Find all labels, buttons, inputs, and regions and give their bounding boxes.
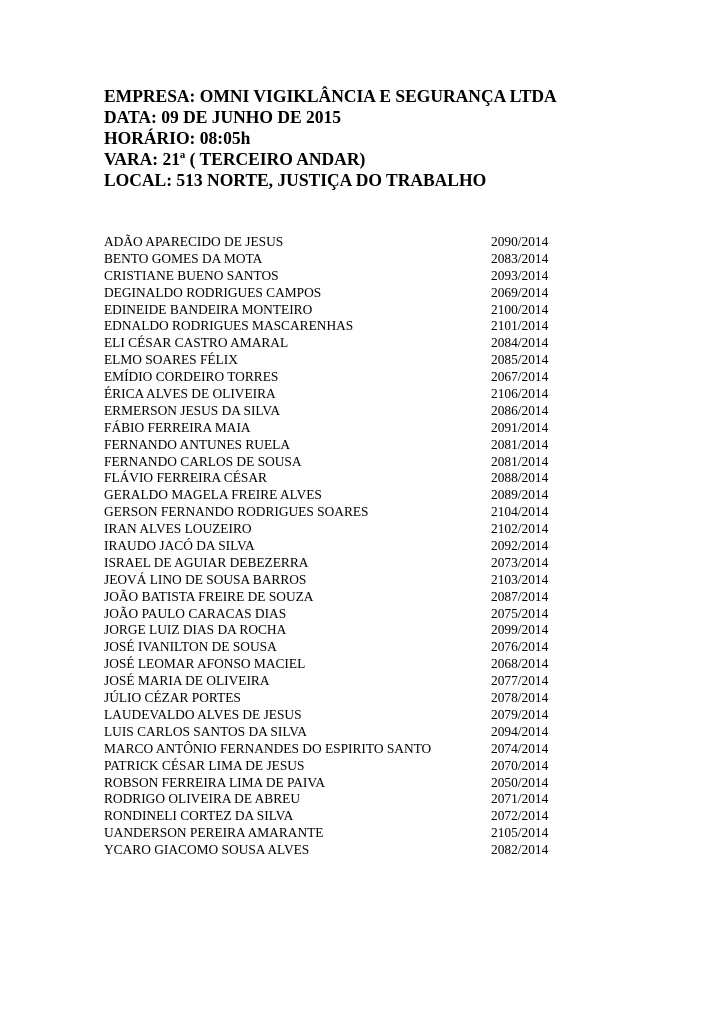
list-item xyxy=(104,386,564,403)
location-line: LOCAL: 513 NORTE, JUSTIÇA DO TRABALHO xyxy=(104,170,487,190)
person-name: JOSÉ LEOMAR AFONSO MACIEL xyxy=(104,656,306,672)
list-item xyxy=(104,724,564,741)
court-line: VARA: 21ª ( TERCEIRO ANDAR) xyxy=(104,149,366,169)
list-item xyxy=(104,369,564,386)
process-number: 2079/2014 xyxy=(491,706,549,722)
person-name: JOSÉ IVANILTON DE SOUSA xyxy=(104,639,277,655)
list-item xyxy=(104,504,564,521)
process-number: 2085/2014 xyxy=(491,352,549,368)
person-name: GERALDO MAGELA FREIRE ALVES xyxy=(104,487,322,503)
person-name: JORGE LUIZ DIAS DA ROCHA xyxy=(104,622,287,638)
process-number: 2078/2014 xyxy=(491,690,549,706)
process-number: 2094/2014 xyxy=(491,723,549,739)
person-name: RONDINELI CORTEZ DA SILVA xyxy=(104,808,294,824)
list-item xyxy=(104,589,564,606)
list-item xyxy=(104,606,564,623)
date-line: DATA: 09 DE JUNHO DE 2015 xyxy=(104,107,342,127)
process-number: 2068/2014 xyxy=(491,656,549,672)
person-name: DEGINALDO RODRIGUES CAMPOS xyxy=(104,284,322,300)
list-item xyxy=(104,487,564,504)
list-item xyxy=(104,673,564,690)
process-number: 2069/2014 xyxy=(491,284,549,300)
process-number: 2071/2014 xyxy=(491,791,549,807)
list-item xyxy=(104,775,564,792)
person-name: ELI CÉSAR CASTRO AMARAL xyxy=(104,335,289,351)
person-name: JOÃO BATISTA FREIRE DE SOUZA xyxy=(104,588,314,604)
list-item xyxy=(104,572,564,589)
company-line: EMPRESA: OMNI VIGIKLÂNCIA E SEGURANÇA LTDA xyxy=(104,86,557,106)
process-number: 2104/2014 xyxy=(491,504,549,520)
list-item xyxy=(104,639,564,656)
process-number: 2105/2014 xyxy=(491,825,549,841)
person-name: FERNANDO CARLOS DE SOUSA xyxy=(104,453,302,469)
list-item xyxy=(104,437,564,454)
list-item xyxy=(104,470,564,487)
list-item xyxy=(104,234,564,251)
person-name: EMÍDIO CORDEIRO TORRES xyxy=(104,369,279,385)
list-item xyxy=(104,521,564,538)
process-number: 2106/2014 xyxy=(491,386,549,402)
list-item xyxy=(104,656,564,673)
person-name: JOSÉ MARIA DE OLIVEIRA xyxy=(104,673,270,689)
process-number: 2073/2014 xyxy=(491,554,549,570)
list-item xyxy=(104,690,564,707)
process-number: 2103/2014 xyxy=(491,571,549,587)
list-item xyxy=(104,251,564,268)
list-item xyxy=(104,825,564,842)
list-item xyxy=(104,318,564,335)
list-item xyxy=(104,741,564,758)
process-number: 2090/2014 xyxy=(491,234,549,249)
process-number: 2050/2014 xyxy=(491,774,549,790)
person-name: ISRAEL DE AGUIAR DEBEZERRA xyxy=(104,554,309,570)
process-number: 2082/2014 xyxy=(491,842,549,858)
person-name: ADÃO APARECIDO DE JESUS xyxy=(104,234,284,249)
document-header xyxy=(104,86,664,191)
process-number: 2077/2014 xyxy=(491,673,549,689)
person-name: RODRIGO OLIVEIRA DE ABREU xyxy=(104,791,301,807)
person-name: GERSON FERNANDO RODRIGUES SOARES xyxy=(104,504,369,520)
list-item xyxy=(104,285,564,302)
process-number: 2081/2014 xyxy=(491,453,549,469)
person-name: LUIS CARLOS SANTOS DA SILVA xyxy=(104,723,307,739)
list-item xyxy=(104,454,564,471)
person-name: PATRICK CÉSAR LIMA DE JESUS xyxy=(104,757,305,773)
process-number: 2093/2014 xyxy=(491,267,549,283)
list-item xyxy=(104,538,564,555)
process-number: 2092/2014 xyxy=(491,538,549,554)
person-name: EDNALDO RODRIGUES MASCARENHAS xyxy=(104,318,354,334)
list-item xyxy=(104,842,564,859)
person-name: IRAN ALVES LOUZEIRO xyxy=(104,521,252,537)
process-number: 2074/2014 xyxy=(491,740,549,756)
person-name: YCARO GIACOMO SOUSA ALVES xyxy=(104,842,310,858)
list-item xyxy=(104,622,564,639)
list-item xyxy=(104,555,564,572)
process-number: 2070/2014 xyxy=(491,757,549,773)
process-number: 2067/2014 xyxy=(491,369,549,385)
person-name: MARCO ANTÔNIO FERNANDES DO ESPIRITO SANTO xyxy=(104,740,432,756)
process-number: 2102/2014 xyxy=(491,521,549,537)
process-number: 2072/2014 xyxy=(491,808,549,824)
process-number: 2088/2014 xyxy=(491,470,549,486)
person-name: ERMERSON JESUS DA SILVA xyxy=(104,402,280,418)
process-number: 2091/2014 xyxy=(491,419,549,435)
list-item xyxy=(104,352,564,369)
list-item xyxy=(104,420,564,437)
process-number: 2089/2014 xyxy=(491,487,549,503)
process-number: 2101/2014 xyxy=(491,318,549,334)
process-number: 2100/2014 xyxy=(491,301,549,317)
person-name: IRAUDO JACÓ DA SILVA xyxy=(104,538,255,554)
person-name: FÁBIO FERREIRA MAIA xyxy=(104,419,251,435)
list-item xyxy=(104,403,564,420)
process-number: 2081/2014 xyxy=(491,436,549,452)
person-name: ROBSON FERREIRA LIMA DE PAIVA xyxy=(104,774,325,790)
person-name: FERNANDO ANTUNES RUELA xyxy=(104,436,290,452)
person-name: JOÃO PAULO CARACAS DIAS xyxy=(104,605,287,621)
person-name: ELMO SOARES FÉLIX xyxy=(104,352,238,368)
process-number: 2075/2014 xyxy=(491,605,549,621)
person-name: BENTO GOMES DA MOTA xyxy=(104,250,263,266)
person-name: CRISTIANE BUENO SANTOS xyxy=(104,267,279,283)
list-item xyxy=(104,758,564,775)
process-number: 2084/2014 xyxy=(491,335,549,351)
process-number: 2076/2014 xyxy=(491,639,549,655)
process-number: 2087/2014 xyxy=(491,588,549,604)
list-item xyxy=(104,808,564,825)
list-item xyxy=(104,791,564,808)
hearing-list xyxy=(104,234,564,859)
list-item xyxy=(104,707,564,724)
process-number: 2099/2014 xyxy=(491,622,549,638)
person-name: EDINEIDE BANDEIRA MONTEIRO xyxy=(104,301,313,317)
person-name: UANDERSON PEREIRA AMARANTE xyxy=(104,825,324,841)
person-name: JÚLIO CÉZAR PORTES xyxy=(104,690,241,706)
list-item xyxy=(104,302,564,319)
person-name: JEOVÁ LINO DE SOUSA BARROS xyxy=(104,571,307,587)
person-name: FLÁVIO FERREIRA CÉSAR xyxy=(104,470,267,486)
list-item xyxy=(104,268,564,285)
process-number: 2086/2014 xyxy=(491,402,549,418)
person-name: LAUDEVALDO ALVES DE JESUS xyxy=(104,706,302,722)
list-item xyxy=(104,335,564,352)
process-number: 2083/2014 xyxy=(491,250,549,266)
time-line: HORÁRIO: 08:05h xyxy=(104,128,251,148)
person-name: ÉRICA ALVES DE OLIVEIRA xyxy=(104,386,276,402)
